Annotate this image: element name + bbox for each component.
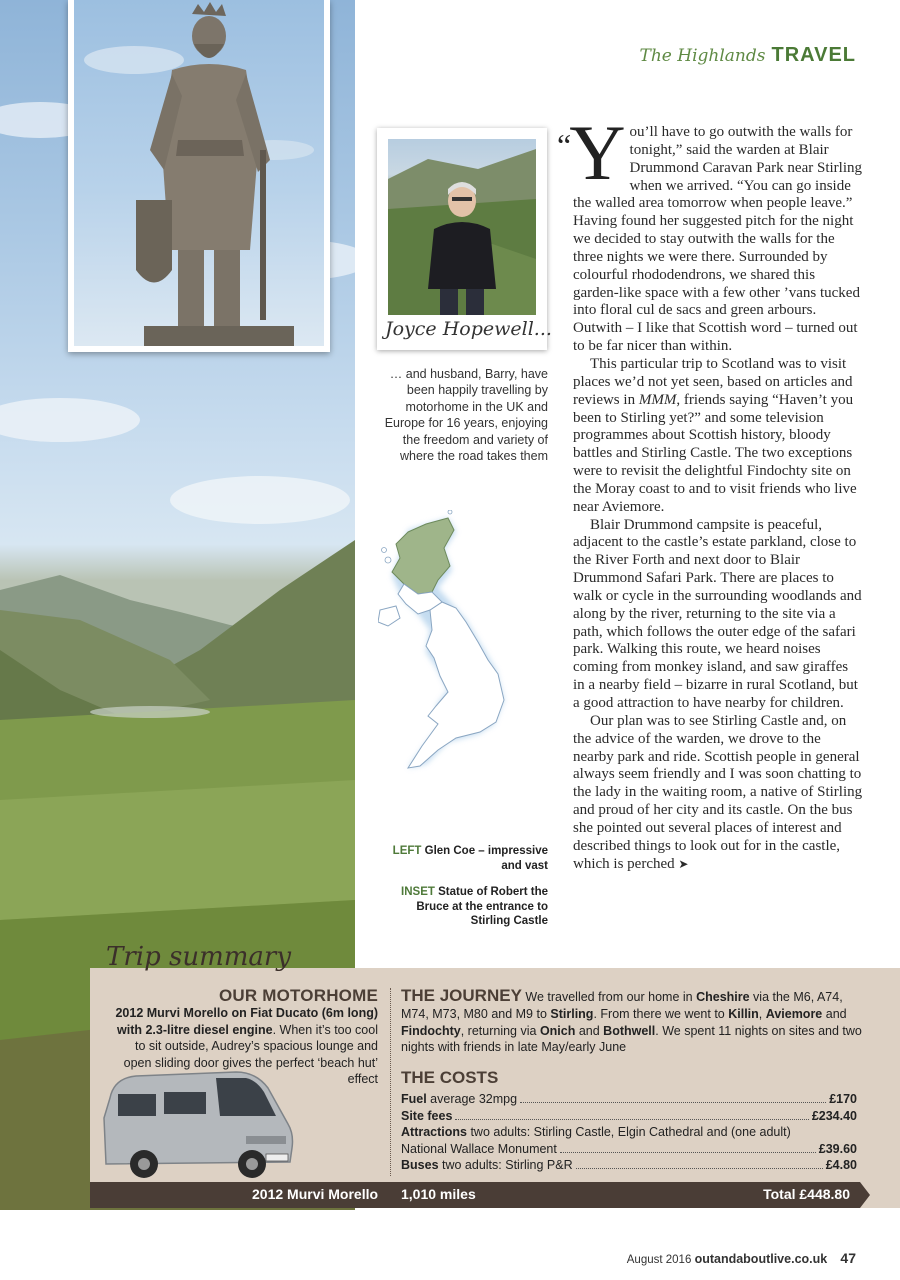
- author-name: Joyce Hopewell...: [385, 318, 552, 340]
- motorhome-photo: [96, 1058, 296, 1182]
- cost-row-fuel: Fuel average 32mpg £170: [401, 1092, 857, 1106]
- uk-map: [378, 510, 558, 780]
- drop-cap: “Y: [557, 109, 626, 196]
- cost-row-attractions-cont: National Wallace Monument £39.60: [401, 1141, 857, 1156]
- section-header: [640, 42, 857, 67]
- caption-left: LEFT Glen Coe – impressive and vast: [392, 845, 548, 872]
- summary-footer-bar: [90, 1182, 860, 1208]
- statue-illustration: [74, 0, 324, 346]
- article-paragraph: Blair Drummond campsite is peaceful, adjacent to the castle’s estate parkland, close to the River Forth and next door to Blair Drummond Safari Park. There are places to walk or cycle in the surrounding woodlands and along by the river, returning to the site via a path, which follows the outer edge of the safari park. Walking this route, we heard noises coming from monkey island, and saw giraffes in a nearby field – bizarre in rural Scotland, but a good attraction to have nearby for children.: [573, 516, 862, 711]
- cost-row-site-fees: Site fees £234.40: [401, 1108, 857, 1123]
- motorhome-description: 2012 Murvi Morello on Fiat Ducato (6m long) with 2.3-litre diesel engine. When it’s too cool to sit outside, Audrey’s spacious lounge and open sliding door gives the perfect ‘beach hut’ effect: [115, 1006, 378, 1087]
- page-number: 47: [840, 1250, 856, 1266]
- footer-total: Total £448.80: [763, 1186, 850, 1202]
- website: outandaboutlive.co.uk: [694, 1252, 828, 1266]
- section-title: The Highlands: [639, 46, 766, 66]
- statue-photo-frame: [68, 0, 330, 352]
- caption-inset: INSET Statue of Robert the Bruce at the entrance to Stirling Castle: [401, 886, 548, 927]
- trip-summary-title: Trip summary: [106, 942, 292, 972]
- van-illustration: [96, 1058, 296, 1182]
- article-body: [557, 109, 863, 873]
- journey-section: THE JOURNEY We travelled from our home in Cheshire via the M6, A74, M74, M73, M80 and M9 to Stirling. From there we went to Killin, Aviemore and Findochty, returning via Onich and Bothwell. We spent 11 nights on sites and two nights with friends in late May/early June: [401, 986, 862, 1055]
- costs-heading: THE COSTS: [401, 1068, 499, 1087]
- motorhome-heading: OUR MOTORHOME: [218, 986, 378, 1005]
- author-illustration: [388, 139, 536, 315]
- page-footer: [627, 1250, 856, 1266]
- author-portrait: [377, 128, 552, 350]
- continue-arrow-icon: ➤: [678, 856, 689, 871]
- cost-row-buses: Buses two adults: Stirling P&R £4.80: [401, 1158, 857, 1173]
- summary-divider: [390, 988, 391, 1176]
- journey-heading: THE JOURNEY: [401, 986, 522, 1005]
- cost-row-attractions: Attractions two adults: Stirling Castle, Elgin Cathedral and (one adult): [401, 1125, 791, 1140]
- costs-section: [401, 1068, 857, 1174]
- photo-captions: [376, 844, 548, 941]
- footer-vehicle: 2012 Murvi Morello: [252, 1186, 379, 1202]
- author-photo: [388, 139, 536, 315]
- article-paragraph: Our plan was to see Stirling Castle and, on the advice of the warden, we drove to the nearby park and ride. Scottish people in general always seem friendly and I was soon chatting to the lady in the waiting room, a native of Stirling and proud of her city and its castle. On the bus she pointed out several places of interest and described things to look out for in the castle, which is perched ➤: [573, 712, 863, 872]
- author-bio: … and husband, Barry, have been happily travelling by motorhome in the UK and Europe for 16 years, enjoying the freedom and variety of where the road takes them: [384, 367, 548, 464]
- issue-date: August 2016: [626, 1254, 692, 1266]
- trip-summary: [90, 942, 900, 1210]
- footer-miles: 1,010 miles: [401, 1186, 476, 1202]
- article-paragraph: This particular trip to Scotland was to visit places we’d not yet seen, based on articles and reviews in MMM, friends saying “Haven’t you been to Stirling yet?” and some television programmes about Scottish history, bloody battles and Stirling Castle. The two exceptions were to revisit the delightful Findochty site on the Moray coast to and to visit friends who live near Aviemore.: [573, 355, 857, 515]
- article-paragraph: “Y ou’ll have to go outwith the walls for tonight,” said the warden at Blair Drummond Caravan Park near Stirling when we arrived. “You can go inside the walled area tomorrow when people leave.” Having found her suggested pitch for the night we decided to stay outwith the walls for the three nights we were there. Surrounded by colourful rhododendrons, we shared this garden-like space with a few other ’vans tucked into floral cul de sacs and green arbours. Outwith – I like that Scottish word – turned out to be far nicer than within.: [557, 109, 862, 355]
- footer-bar-arrow: [860, 1182, 870, 1208]
- section-category: TRAVEL: [771, 44, 856, 66]
- uk-map-illustration: [378, 510, 558, 780]
